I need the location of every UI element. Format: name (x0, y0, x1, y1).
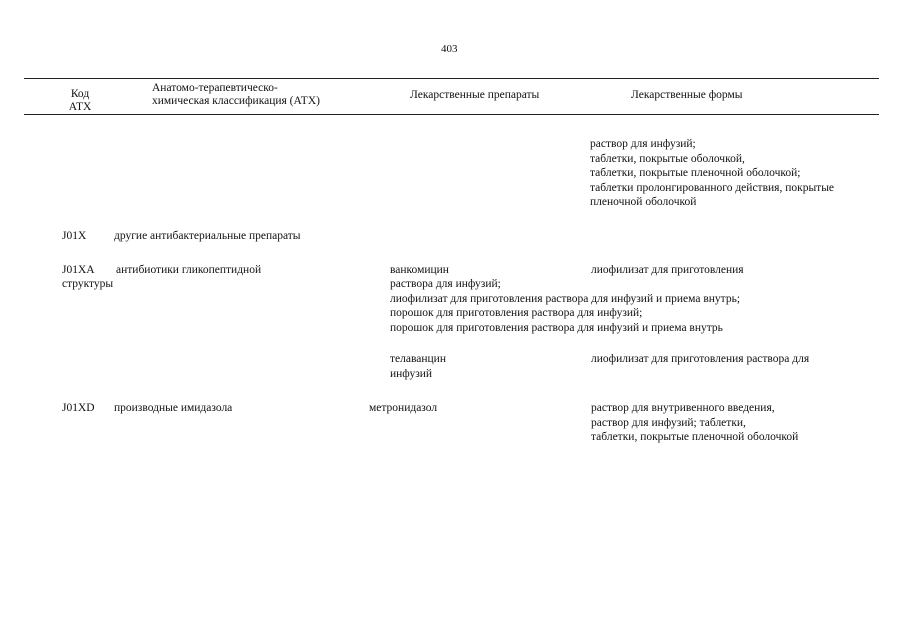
page-number: 403 (441, 43, 458, 55)
form-item: таблетки, покрытые пленочной оболочкой; (590, 167, 801, 180)
dosage-form: лиофилизат для приготовления раствора для (591, 353, 810, 365)
form-item: таблетки пролонгированного действия, покрытые (590, 181, 835, 194)
form-item: раствор для инфузий; (590, 138, 696, 150)
dosage-forms-list (591, 401, 798, 445)
drug-name-vancomycin: ванкомицин (390, 264, 449, 276)
form-item: таблетки, покрытые оболочкой, (590, 152, 745, 165)
form-item: раствора для инфузий; (390, 278, 501, 290)
atc-classification: производные имидазола (114, 402, 233, 414)
dosage-form-continued: инфузий (390, 368, 433, 380)
atc-code: J01XD (62, 402, 95, 414)
form-item: раствор для инфузий; таблетки, (591, 416, 746, 429)
drug-name-telavancin: телаванцин (390, 353, 446, 365)
form-item: таблетки, покрытые пленочной оболочкой (591, 431, 799, 444)
form-item: порошок для приготовления раствора для инфузий и приема внутрь (390, 321, 723, 334)
atc-code: J01XA (62, 264, 95, 276)
continuation-forms-list (590, 137, 834, 210)
drug-name-metronidazole: метронидазол (369, 402, 438, 414)
header-code-label: Код АТХ (68, 88, 92, 113)
atc-classification-continued: структуры (62, 278, 114, 290)
form-item: лиофилизат для приготовления раствора для инфузий и приема внутрь; (390, 292, 741, 305)
table-header-bottom-rule (24, 114, 879, 115)
atc-classification: антибиотики гликопептидной (116, 264, 262, 276)
header-classification-label: Анатомо-терапевтическо- химическая классификация (АТХ) (152, 82, 320, 107)
form-item: порошок для приготовления раствора для инфузий; (390, 307, 643, 320)
form-item: раствор для внутривенного введения, (591, 402, 775, 414)
table-header-top-rule (24, 78, 879, 79)
dosage-form: лиофилизат для приготовления (591, 264, 744, 276)
atc-classification: другие антибактериальные препараты (114, 230, 301, 242)
form-item: пленочной оболочкой (590, 196, 697, 209)
dosage-forms-list (390, 277, 740, 335)
atc-code: J01X (62, 230, 87, 242)
header-drugs-label: Лекарственные препараты (410, 89, 540, 101)
header-forms-label: Лекарственные формы (631, 89, 743, 101)
